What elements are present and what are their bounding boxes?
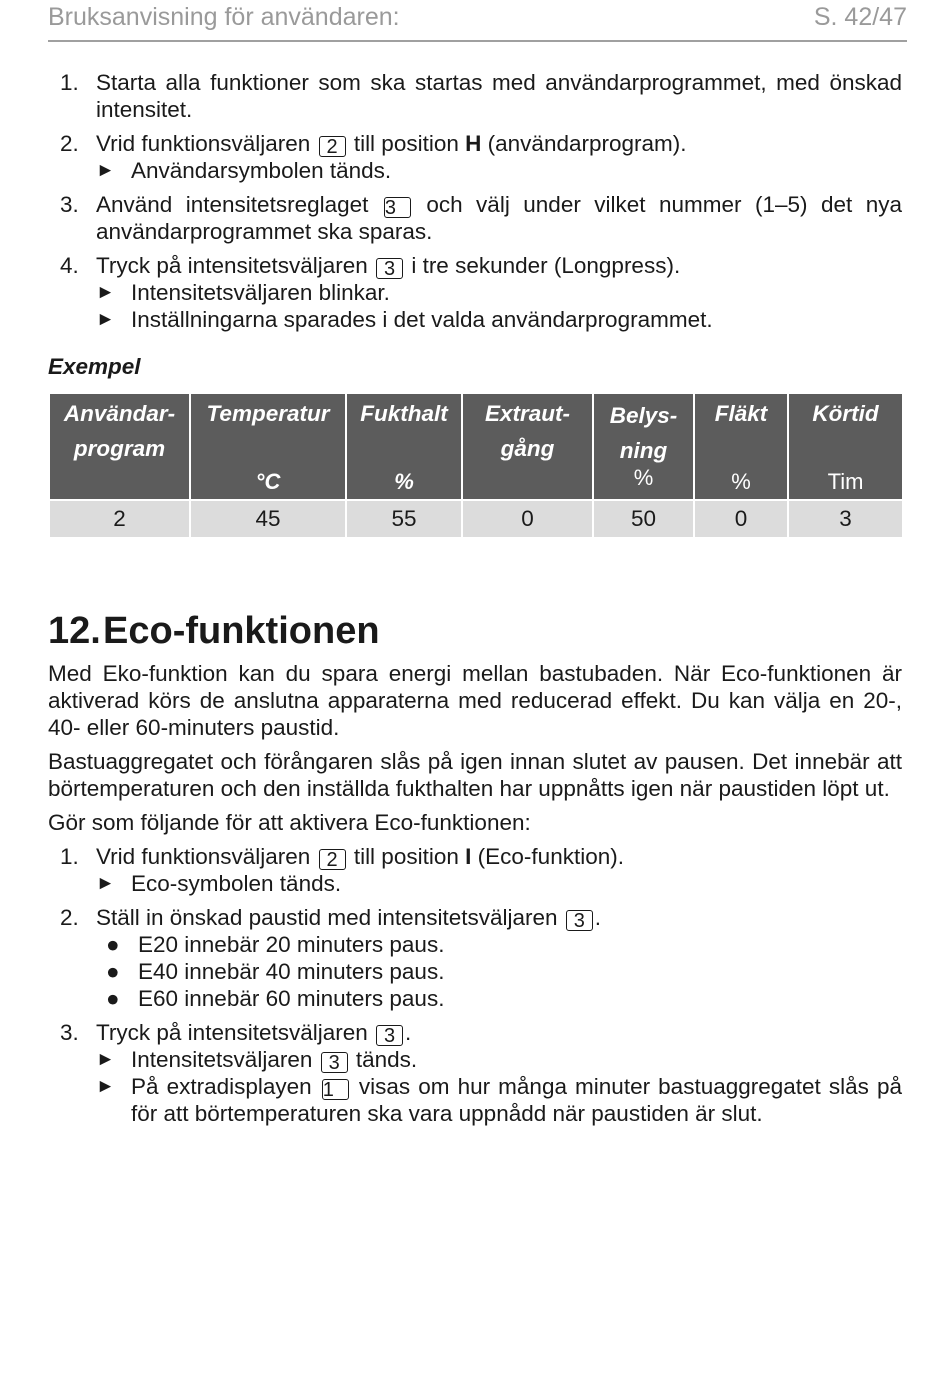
paragraph: Gör som följande för att aktivera Eco-funktionen: xyxy=(48,810,531,835)
table-cell: 0 xyxy=(462,500,593,537)
bullet-icon: ● xyxy=(106,932,120,957)
step-number: 3. xyxy=(60,1020,79,1045)
control-ref-box: 1 xyxy=(322,1079,349,1100)
col-header-fan: Fläkt % xyxy=(694,394,788,500)
section-title: Eco-funktionen xyxy=(103,609,380,652)
col-header-temperature: Temperatur °C xyxy=(190,394,346,500)
eco-step-3 xyxy=(48,1019,902,1127)
list-item: ● E60 innebär 60 minuters paus. xyxy=(96,985,902,1012)
col-header-runtime: Körtid Tim xyxy=(788,394,902,500)
table-cell: 45 xyxy=(190,500,346,537)
control-ref-box: 3 xyxy=(321,1052,348,1073)
table-cell: 55 xyxy=(346,500,462,537)
step-result: ► På extradisplayen 1 visas om hur många minuter bastuaggregatet slås på för att börtemperaturen ska vara uppnådd när paustiden är slut. xyxy=(96,1074,902,1126)
step-number: 1. xyxy=(60,844,79,869)
intro-content xyxy=(48,69,902,384)
result-arrow-icon: ► xyxy=(96,309,115,330)
section-heading xyxy=(48,605,902,657)
table-row xyxy=(50,500,902,537)
eco-section xyxy=(48,605,902,1134)
control-ref-box: 3 xyxy=(376,258,403,279)
step-text: Vrid funktionsväljaren 2 till position I (Eco-funktion). xyxy=(96,844,624,871)
result-arrow-icon: ► xyxy=(96,282,115,303)
step-text: Tryck på intensitetsväljaren 3 . xyxy=(96,1020,412,1047)
page-number: S. 42/47 xyxy=(813,3,907,31)
step-number: 2. xyxy=(60,905,79,930)
table-header-row xyxy=(50,394,902,500)
eco-step-1 xyxy=(48,843,902,897)
step-result: ► Eco-symbolen tänds. xyxy=(96,871,342,896)
page-header xyxy=(48,0,907,42)
list-item: ● E20 innebär 20 minuters paus. xyxy=(96,931,902,958)
control-ref-box: 3 xyxy=(384,197,411,218)
result-arrow-icon: ► xyxy=(96,160,115,181)
step-number: 2. xyxy=(60,131,79,156)
col-header-humidity: Fukthalt % xyxy=(346,394,462,500)
result-arrow-icon: ► xyxy=(96,873,115,894)
example-label: Exempel xyxy=(48,354,141,379)
user-program-table xyxy=(50,394,902,537)
step-1 xyxy=(48,69,902,123)
table-cell: 2 xyxy=(50,500,190,537)
section-number: 12. xyxy=(48,609,101,652)
eco-steps xyxy=(48,843,902,1127)
step-result: ► Inställningarna sparades i det valda användarprogrammet. xyxy=(96,307,713,332)
bullet-icon: ● xyxy=(106,986,120,1011)
step-text: Starta alla funktioner som ska startas med användarprogrammet, med önskad intensitet. xyxy=(96,70,902,122)
control-ref-box: 3 xyxy=(566,910,593,931)
step-number: 1. xyxy=(60,70,79,95)
table-cell: 3 xyxy=(788,500,902,537)
paragraph: Bastuaggregatet och förångaren slås på igen innan slutet av pausen. Det innebär att börtemperaturen och den inställda fukthalten har uppnåtts igen när paustiden löpt ut. xyxy=(48,749,902,801)
control-ref-box: 3 xyxy=(376,1025,403,1046)
step-number: 3. xyxy=(60,192,79,217)
col-header-user-program: Användar- program xyxy=(50,394,190,500)
step-text: Använd intensitetsreglaget 3 och välj under vilket nummer (1–5) det nya användarprogrammet ska sparas. xyxy=(96,192,902,244)
table-cell: 0 xyxy=(694,500,788,537)
intro-steps xyxy=(48,69,902,333)
bullet-icon: ● xyxy=(106,959,120,984)
col-header-lighting: Belys- ning % xyxy=(593,394,694,500)
header-title: Bruksanvisning för användaren: xyxy=(48,3,400,31)
step-result: ► Intensitetsväljaren 3 tänds. xyxy=(96,1047,418,1074)
step-3 xyxy=(48,191,902,245)
eco-step-2 xyxy=(48,904,902,1012)
step-text: Vrid funktionsväljaren 2 till position H (användarprogram). xyxy=(96,131,687,158)
step-2 xyxy=(48,130,902,184)
step-number: 4. xyxy=(60,253,79,278)
step-result: ► Användarsymbolen tänds. xyxy=(96,158,392,183)
table-cell: 50 xyxy=(593,500,694,537)
result-arrow-icon: ► xyxy=(96,1049,115,1070)
step-text: Tryck på intensitetsväljaren 3 i tre sekunder (Longpress). xyxy=(96,253,681,280)
step-4 xyxy=(48,252,902,333)
paragraph: Med Eko-funktion kan du spara energi mellan bastubaden. När Eco-funktionen är aktiverad körs de anslutna apparaterna med reducerad effekt. Du kan välja en 20-, 40- eller 60-minuters paustid. xyxy=(48,661,902,740)
step-result: ► Intensitetsväljaren blinkar. xyxy=(96,280,390,305)
col-header-extra-output: Extraut- gång xyxy=(462,394,593,500)
result-arrow-icon: ► xyxy=(96,1076,115,1097)
control-ref-box: 2 xyxy=(319,136,346,157)
list-item: ● E40 innebär 40 minuters paus. xyxy=(96,958,902,985)
step-text: Ställ in önskad paustid med intensitetsväljaren 3 . xyxy=(96,905,602,932)
control-ref-box: 2 xyxy=(319,849,346,870)
